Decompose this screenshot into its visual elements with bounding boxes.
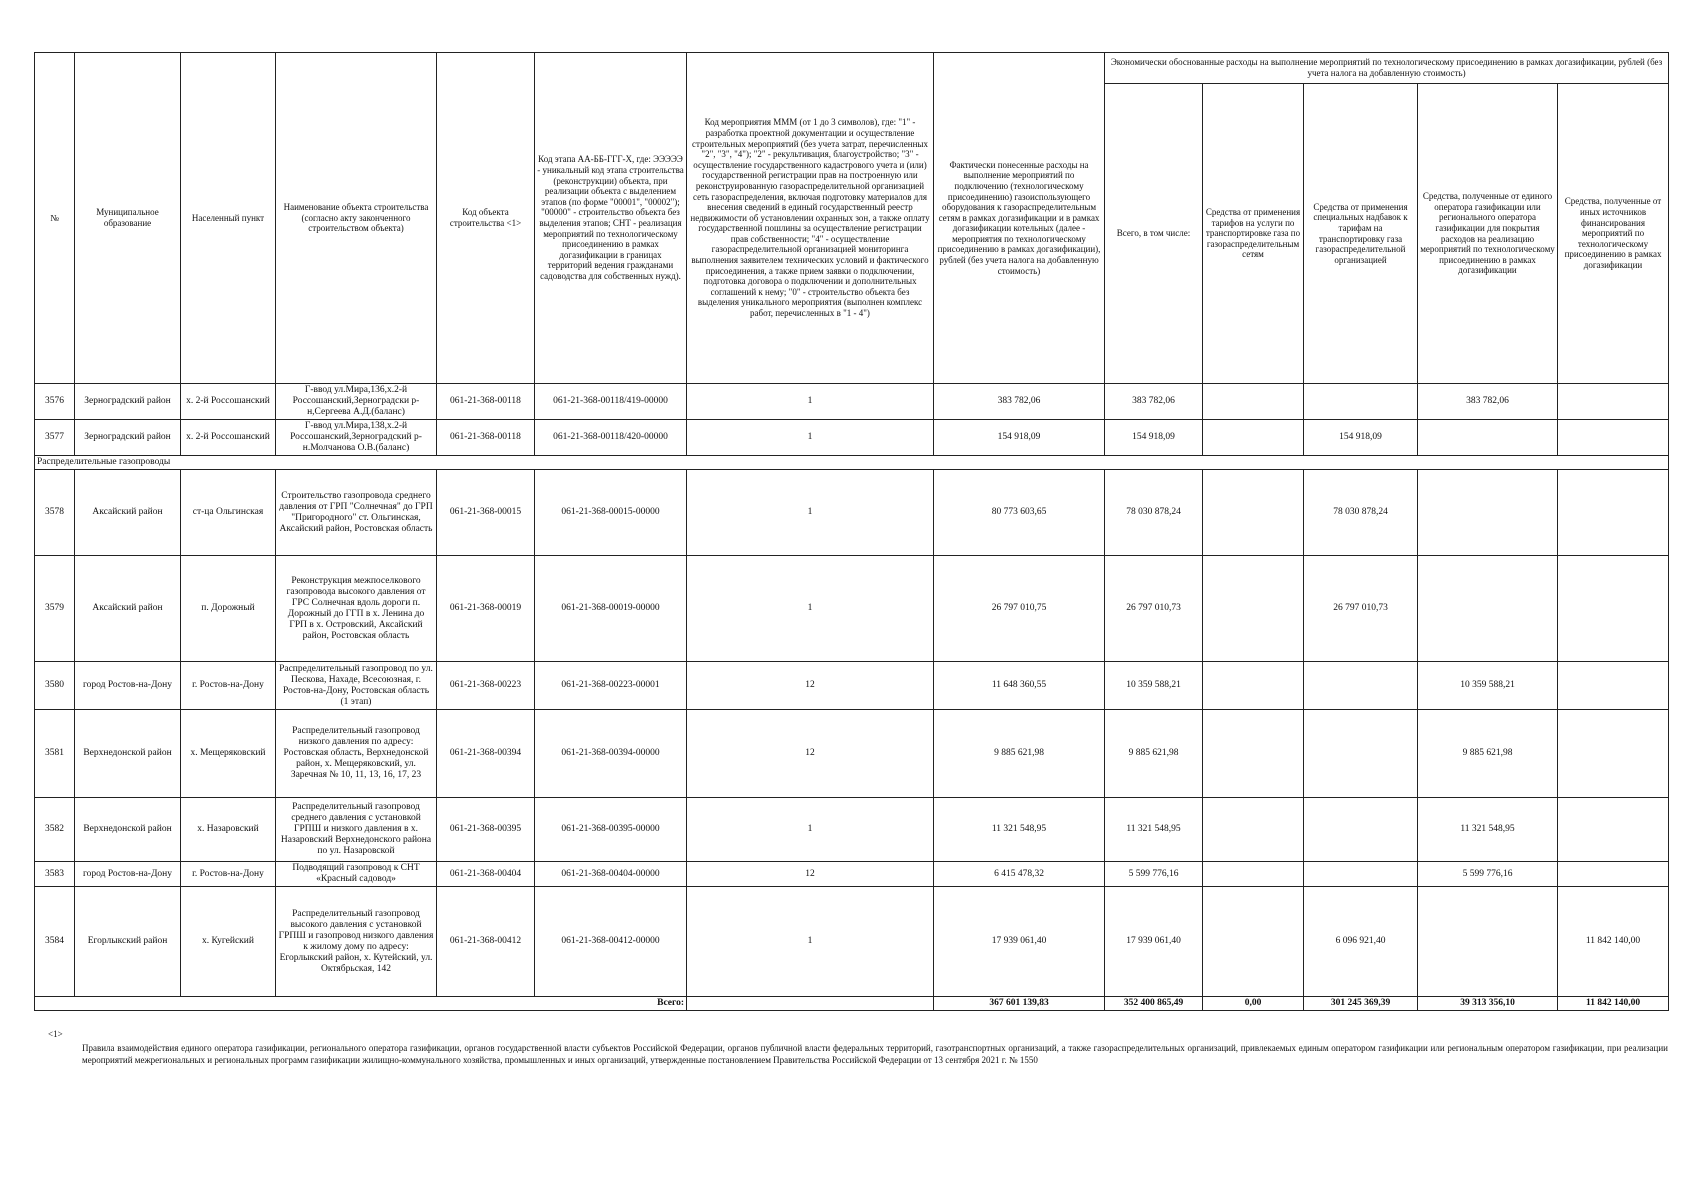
row-other [1558, 556, 1669, 662]
row-tariff [1203, 384, 1304, 420]
row-object-code: 061-21-368-00223 [437, 662, 535, 710]
table-row [35, 887, 1669, 997]
row-municipality: город Ростов-на-Дону [75, 662, 181, 710]
row-municipality: Зерноградский район [75, 420, 181, 456]
document-page [34, 52, 1668, 1011]
row-num: 3576 [35, 384, 75, 420]
row-operator [1418, 470, 1558, 556]
row-object-code: 061-21-368-00412 [437, 887, 535, 997]
row-object-name: Распределительный газопровод среднего давления с установкой ГРПШ и низкого давления в х. Назаровский Верхнедонского района по ул. Назаровской [276, 798, 437, 862]
row-total: 17 939 061,40 [1105, 887, 1203, 997]
row-surcharge [1304, 710, 1418, 798]
section-row [35, 456, 1669, 470]
header-stage-code: Код этапа АА-ББ-ГГГ-Х, где: ЭЭЭЭЭ - уникальный код этапа строительства (реконструкции) объекта, при реализации объекта с выделением этапов (по форме "00001", "00002"); "00000" - строительство объекта без выделения этапов; СНТ - реализация мероприятий по технологическому присоединению в рамках догазификации в границах территорий ведения гражданами садоводства для собственных нужд). [535, 53, 687, 384]
header-tariff-funds: Средства от применения тарифов на услуги по транспортировке газа по газораспределительным сетям [1203, 84, 1304, 384]
totals-actual: 367 601 139,83 [934, 997, 1105, 1011]
header-total: Всего, в том числе: [1105, 84, 1203, 384]
row-other [1558, 420, 1669, 456]
row-tariff [1203, 862, 1304, 887]
table-row [35, 798, 1669, 862]
row-actual: 6 415 478,32 [934, 862, 1105, 887]
row-other [1558, 710, 1669, 798]
header-actual-costs: Фактически понесенные расходы на выполнение мероприятий по подключению (технологическому присоединению) газоиспользующего оборудования к газораспределительным сетям в рамках догазификации и в рамках догазификации котельных (далее - мероприятия по технологическому присоединению в рамках догазификации), рублей (без учета налога на добавленную стоимость) [934, 53, 1105, 384]
row-operator: 11 321 548,95 [1418, 798, 1558, 862]
row-other [1558, 470, 1669, 556]
row-object-code: 061-21-368-00394 [437, 710, 535, 798]
row-surcharge [1304, 798, 1418, 862]
row-object-name: Реконструкция межпоселкового газопровода высокого давления от ГРС Солнечная вдоль дороги п. Дорожный до ГГП в х. Ленина до ГРП в х. Островский, Аксайский район, Ростовская область [276, 556, 437, 662]
row-event-code: 1 [687, 556, 934, 662]
row-tariff [1203, 710, 1304, 798]
row-surcharge [1304, 862, 1418, 887]
row-other: 11 842 140,00 [1558, 887, 1669, 997]
row-stage-code: 061-21-368-00412-00000 [535, 887, 687, 997]
row-locality: х. 2-й Россошанский [181, 384, 276, 420]
row-object-code: 061-21-368-00395 [437, 798, 535, 862]
row-object-name: Распределительный газопровод высокого давления с установкой ГРПШ и газопровод низкого давления к жилому дому по адресу: Егорлыкский район, х. Кутейский, ул. Октябрьская, 142 [276, 887, 437, 997]
section-label: Распределительные газопроводы [35, 456, 1669, 470]
row-event-code: 1 [687, 384, 934, 420]
row-num: 3583 [35, 862, 75, 887]
row-stage-code: 061-21-368-00394-00000 [535, 710, 687, 798]
footnote [48, 1028, 1668, 1066]
table-row [35, 384, 1669, 420]
row-actual: 11 321 548,95 [934, 798, 1105, 862]
row-tariff [1203, 887, 1304, 997]
row-num: 3578 [35, 470, 75, 556]
table-body-gas-inlets [35, 384, 1669, 456]
row-tariff [1203, 470, 1304, 556]
footnote-mark: <1> [48, 1029, 63, 1039]
row-object-code: 061-21-368-00019 [437, 556, 535, 662]
table-row [35, 556, 1669, 662]
row-actual: 383 782,06 [934, 384, 1105, 420]
table-body-totals [35, 997, 1669, 1011]
totals-surcharge: 301 245 369,39 [1304, 997, 1418, 1011]
row-event-code: 1 [687, 887, 934, 997]
row-event-code: 12 [687, 662, 934, 710]
row-object-name: Распределительный газопровод по ул. Пескова, Нахаде, Всесоюзная, г. Ростов-на-Дону, Ростовская область (1 этап) [276, 662, 437, 710]
row-event-code: 1 [687, 470, 934, 556]
row-other [1558, 384, 1669, 420]
row-operator: 10 359 588,21 [1418, 662, 1558, 710]
row-locality: х. Мещеряковский [181, 710, 276, 798]
header-operator-funds: Средства, полученные от единого оператора газификации или регионального оператора газификации для покрытия расходов на реализацию мероприятий по технологическому присоединению в рамках догазификации [1418, 84, 1558, 384]
totals-row [35, 997, 1669, 1011]
header-locality: Населенный пункт [181, 53, 276, 384]
row-object-code: 061-21-368-00118 [437, 420, 535, 456]
row-municipality: Аксайский район [75, 470, 181, 556]
row-other [1558, 662, 1669, 710]
row-municipality: Верхнедонской район [75, 710, 181, 798]
row-locality: х. 2-й Россошанский [181, 420, 276, 456]
totals-label: Всего: [35, 997, 687, 1011]
row-object-code: 061-21-368-00404 [437, 862, 535, 887]
row-operator [1418, 420, 1558, 456]
row-object-name: Строительство газопровода среднего давления от ГРП "Солнечная" до ГРП "Пригородного" ст. Ольгинская, Аксайский район, Ростовская область [276, 470, 437, 556]
row-locality: х. Назаровский [181, 798, 276, 862]
row-surcharge: 154 918,09 [1304, 420, 1418, 456]
header-group-economic-costs: Экономически обоснованные расходы на выполнение мероприятий по технологическому присоединению в рамках догазификации, рублей (без учета налога на добавленную стоимость) [1105, 53, 1669, 84]
row-locality: п. Дорожный [181, 556, 276, 662]
row-num: 3580 [35, 662, 75, 710]
row-tariff [1203, 798, 1304, 862]
row-object-name: Г-ввод ул.Мира,136,х.2-й Россошанский,Зерноградски р-н,Сергеева А.Д.(баланс) [276, 384, 437, 420]
header-other-funds: Средства, полученные от иных источников финансирования мероприятий по технологическому присоединению в рамках догазификации [1558, 84, 1669, 384]
row-actual: 154 918,09 [934, 420, 1105, 456]
row-other [1558, 862, 1669, 887]
row-total: 10 359 588,21 [1105, 662, 1203, 710]
row-operator: 383 782,06 [1418, 384, 1558, 420]
footnote-text: Правила взаимодействия единого оператора газификации, регионального оператора газификации, органов государственной власти субъектов Российской Федерации, органов публичной власти федеральных территорий, газотранспортных организаций, а также газораспределительных организаций, привлекаемых единым оператором газификации или региональным оператором газификации, при реализации мероприятий межрегиональных и региональных программ газификации жилищно-коммунального хозяйства, промышленных и иных организаций, утвержденные постановлением Правительства Российской Федерации от 13 сентября 2021 г. № 1550 [82, 1043, 1668, 1065]
row-total: 5 599 776,16 [1105, 862, 1203, 887]
row-municipality: Аксайский район [75, 556, 181, 662]
row-actual: 11 648 360,55 [934, 662, 1105, 710]
row-event-code: 12 [687, 862, 934, 887]
row-stage-code: 061-21-368-00118/419-00000 [535, 384, 687, 420]
row-event-code: 12 [687, 710, 934, 798]
row-actual: 17 939 061,40 [934, 887, 1105, 997]
totals-event-cell [687, 997, 934, 1011]
row-stage-code: 061-21-368-00019-00000 [535, 556, 687, 662]
row-surcharge: 78 030 878,24 [1304, 470, 1418, 556]
row-total: 78 030 878,24 [1105, 470, 1203, 556]
row-surcharge: 6 096 921,40 [1304, 887, 1418, 997]
row-num: 3577 [35, 420, 75, 456]
gasification-costs-table [34, 52, 1669, 1011]
row-actual: 26 797 010,75 [934, 556, 1105, 662]
row-total: 11 321 548,95 [1105, 798, 1203, 862]
row-stage-code: 061-21-368-00404-00000 [535, 862, 687, 887]
row-object-code: 061-21-368-00118 [437, 384, 535, 420]
row-num: 3581 [35, 710, 75, 798]
row-object-code: 061-21-368-00015 [437, 470, 535, 556]
row-stage-code: 061-21-368-00118/420-00000 [535, 420, 687, 456]
table-body-section [35, 456, 1669, 470]
row-object-name: Г-ввод ул.Мира,138,х.2-й Россошанский,Зерноградский р-н.Молчанова О.В.(баланс) [276, 420, 437, 456]
row-municipality: Егорлыкский район [75, 887, 181, 997]
row-surcharge [1304, 662, 1418, 710]
row-num: 3582 [35, 798, 75, 862]
row-event-code: 1 [687, 798, 934, 862]
table-row [35, 862, 1669, 887]
row-locality: х. Кугейский [181, 887, 276, 997]
row-actual: 80 773 603,65 [934, 470, 1105, 556]
row-total: 9 885 621,98 [1105, 710, 1203, 798]
row-operator: 9 885 621,98 [1418, 710, 1558, 798]
row-actual: 9 885 621,98 [934, 710, 1105, 798]
row-num: 3579 [35, 556, 75, 662]
row-object-name: Распределительный газопровод низкого давления по адресу: Ростовская область, Верхнедонской район, х. Мещеряковский, ул. Заречная № 10, 11, 13, 16, 17, 23 [276, 710, 437, 798]
totals-tariff: 0,00 [1203, 997, 1304, 1011]
row-total: 154 918,09 [1105, 420, 1203, 456]
row-stage-code: 061-21-368-00015-00000 [535, 470, 687, 556]
row-municipality: город Ростов-на-Дону [75, 862, 181, 887]
row-stage-code: 061-21-368-00223-00001 [535, 662, 687, 710]
row-surcharge: 26 797 010,73 [1304, 556, 1418, 662]
row-operator: 5 599 776,16 [1418, 862, 1558, 887]
totals-total: 352 400 865,49 [1105, 997, 1203, 1011]
table-body-distribution [35, 470, 1669, 997]
row-operator [1418, 556, 1558, 662]
header-surcharge-funds: Средства от применения специальных надбавок к тарифам на транспортировку газа газораспределительной организацией [1304, 84, 1418, 384]
row-event-code: 1 [687, 420, 934, 456]
header-event-code: Код мероприятия МММ (от 1 до 3 символов), где: "1" - разработка проектной документации и осуществление строительных мероприятий (без учета затрат, перечисленных "2", "3", "4"); "2" - рекультивация, благоустройство; "3" - осуществление государственного кадастрового учета и (или) государственной регистрации прав на построенную или реконструированную газораспределительной организацией сеть газораспределения, включая подготовку материалов для внесения сведений в единый государственный реестр недвижимости об установлении охранных зон, а также оплату государственной пошлины за осуществление регистрации прав собственности; "4" - осуществление газораспределительной организацией мониторинга выполнения заявителем технических условий и фактического присоединения, а также прием заявки о подключении, подготовка договора о подключении и дополнительных соглашений к нему; "0" - строительство объекта без выделения уникального мероприятия (выполнен комплекс работ, перечисленных в "1 - 4") [687, 53, 934, 384]
row-tariff [1203, 420, 1304, 456]
row-locality: г. Ростов-на-Дону [181, 662, 276, 710]
row-stage-code: 061-21-368-00395-00000 [535, 798, 687, 862]
header-object-code: Код объекта строительства <1> [437, 53, 535, 384]
header-num: № [35, 53, 75, 384]
totals-other: 11 842 140,00 [1558, 997, 1669, 1011]
table-row [35, 710, 1669, 798]
row-locality: ст-ца Ольгинская [181, 470, 276, 556]
table-row [35, 662, 1669, 710]
row-operator [1418, 887, 1558, 997]
row-total: 383 782,06 [1105, 384, 1203, 420]
row-tariff [1203, 662, 1304, 710]
row-other [1558, 798, 1669, 862]
header-municipality: Муниципальное образование [75, 53, 181, 384]
row-municipality: Верхнедонской район [75, 798, 181, 862]
table-row [35, 470, 1669, 556]
row-tariff [1203, 556, 1304, 662]
row-locality: г. Ростов-на-Дону [181, 862, 276, 887]
totals-operator: 39 313 356,10 [1418, 997, 1558, 1011]
row-total: 26 797 010,73 [1105, 556, 1203, 662]
row-num: 3584 [35, 887, 75, 997]
row-surcharge [1304, 384, 1418, 420]
row-object-name: Подводящий газопровод к СНТ «Красный садовод» [276, 862, 437, 887]
header-object-name: Наименование объекта строительства (согласно акту законченного строительством объекта) [276, 53, 437, 384]
row-municipality: Зерноградский район [75, 384, 181, 420]
table-row [35, 420, 1669, 456]
